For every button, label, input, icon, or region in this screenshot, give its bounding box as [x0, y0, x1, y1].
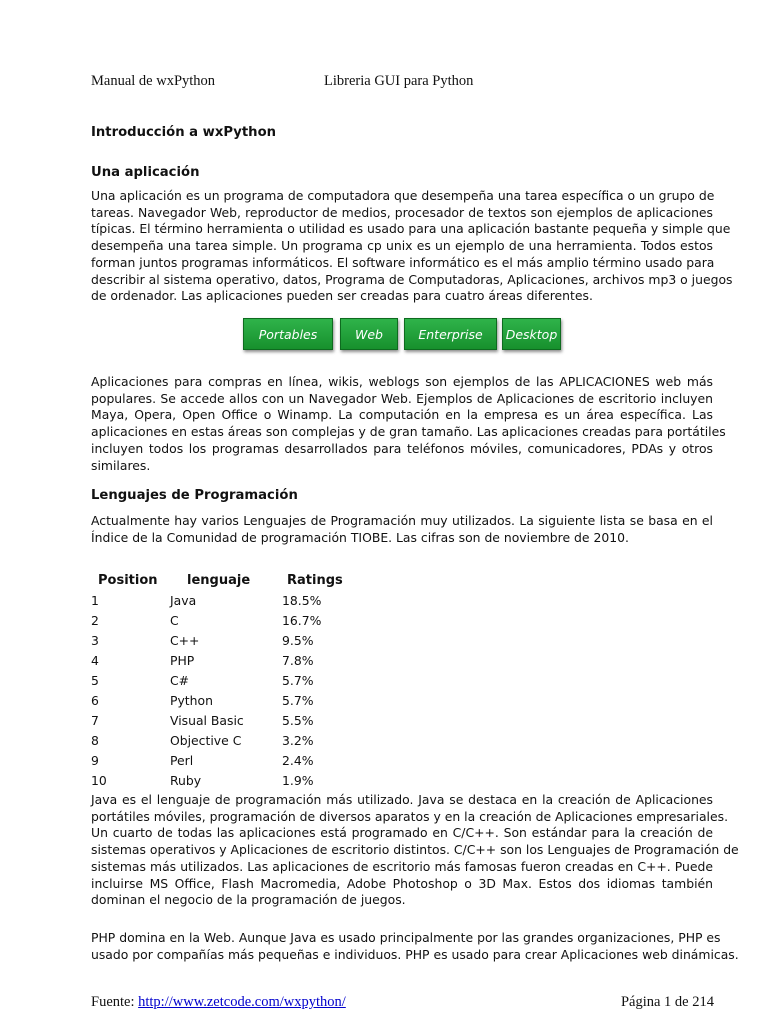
cell-rating: 5.7% [282, 672, 314, 688]
section-heading-languages: Lenguajes de Programación [91, 488, 298, 503]
area-button-web: Web [340, 318, 398, 350]
table-row [91, 750, 367, 770]
cell-position: 8 [91, 732, 99, 748]
text-line: dominan el negocio de la programación de juegos. [91, 892, 406, 908]
table-row [91, 690, 367, 710]
table-row [91, 590, 367, 610]
paragraph-php [91, 930, 739, 963]
cell-language: C [170, 612, 179, 628]
cell-rating: 2.4% [282, 752, 314, 768]
cell-position: 7 [91, 712, 99, 728]
cell-position: 5 [91, 672, 99, 688]
text-line: Java es el lenguaje de programación más utilizado. Java se destaca en la creación de Aplicaciones [91, 792, 713, 807]
text-line: tareas. Navegador Web, reproductor de medios, procesador de textos son ejemplos de aplicaciones [91, 204, 713, 220]
text-line: portátiles móviles, programación de diversos aparatos y en la creación de Aplicaciones empresariales. [91, 808, 729, 824]
column-header-position: Position [98, 572, 158, 588]
text-line: sistemas operativos y Aplicaciones de escritorio distintos. C/C++ son los Lenguajes de Programación de [91, 842, 739, 858]
section-heading-application: Una aplicación [91, 165, 200, 180]
column-header-ratings: Ratings [287, 572, 343, 588]
cell-rating: 1.9% [282, 772, 314, 788]
footer-source-label: Fuente: [91, 994, 135, 1010]
text-line: típicas. El término herramienta o utilidad es usado para una aplicación bastante pequeña y simple que [91, 221, 731, 237]
table-row [91, 630, 367, 650]
text-line: Aplicaciones para compras en línea, wikis, weblogs son ejemplos de las APLICACIONES web más [91, 374, 713, 389]
paragraph-java-cpp [91, 792, 739, 909]
cell-rating: 5.7% [282, 692, 314, 708]
header-manual-title: Manual de wxPython [91, 73, 216, 89]
text-line: usado por compañías más pequeñas e individuos. PHP es usado para crear Aplicaciones web dinámicas. [91, 946, 739, 962]
area-button-enterprise: Enterprise [404, 318, 497, 350]
table-row [91, 670, 367, 690]
area-button-portables: Portables [243, 318, 333, 350]
text-line: populares. Se accede allos con un Navegador Web. Ejemplos de Aplicaciones de escritorio incluyen [91, 390, 713, 406]
text-line: Un cuarto de todas las aplicaciones está programado en C/C++. Son estándar para la creación de [91, 825, 713, 841]
text-line: similares. [91, 457, 151, 473]
paragraph-application [91, 188, 733, 305]
cell-language: Ruby [170, 772, 202, 788]
cell-position: 1 [91, 592, 99, 608]
text-line: forman juntos programas informáticos. El software informático es el más amplio término usado para [91, 254, 715, 270]
footer-source [91, 994, 346, 1011]
text-line: incluirse MS Office, Flash Macromedia, Adobe Photoshop o 3D Max. Estos dos idiomas también [91, 875, 713, 891]
cell-language: PHP [170, 652, 195, 668]
cell-language: C# [170, 672, 190, 688]
header-library-title: Libreria GUI para Python [324, 73, 474, 89]
cell-rating: 9.5% [282, 632, 314, 648]
cell-language: Java [170, 592, 197, 608]
table-row [91, 770, 367, 790]
text-line: Una aplicación es un programa de computadora que desempeña una tarea específica o un grupo de [91, 188, 715, 203]
cell-rating: 18.5% [282, 592, 322, 608]
text-line: Maya, Opera, Open Office o Winamp. La computación en la empresa es un área específica. Las [91, 407, 713, 423]
text-line: sistemas más utilizados. Las aplicaciones de escritorio más famosas fueron creadas en C++. Puede [91, 858, 713, 874]
cell-language: Perl [170, 752, 194, 768]
text-line: desempeña una tarea simple. Un programa cp unix es un ejemplo de una herramienta. Todos estos [91, 238, 713, 254]
page-title: Introducción a wxPython [91, 125, 277, 140]
cell-rating: 5.5% [282, 712, 314, 728]
text-line: PHP domina en la Web. Aunque Java es usado principalmente por las grandes organizaciones, PHP es [91, 930, 721, 945]
text-line: incluyen todos los programas desarrollados para teléfonos móviles, comunicadores, PDAs y otros [91, 440, 713, 456]
footer-source-link[interactable]: http://www.zetcode.com/wxpython/ [138, 994, 346, 1010]
paragraph-languages [91, 513, 713, 546]
cell-language: Python [170, 692, 213, 708]
paragraph-application-examples [91, 374, 726, 474]
footer-page-number: Página 1 de 214 [620, 994, 714, 1010]
area-button-desktop: Desktop [502, 318, 561, 350]
cell-position: 3 [91, 632, 99, 648]
cell-rating: 3.2% [282, 732, 314, 748]
cell-language: Visual Basic [170, 712, 244, 728]
cell-language: Objective C [170, 732, 242, 748]
table-row [91, 650, 367, 670]
language-ranking-table [91, 570, 367, 790]
text-line: Actualmente hay varios Lenguajes de Programación muy utilizados. La siguiente lista se basa en el [91, 513, 713, 528]
text-line: de ordenador. Las aplicaciones pueden ser creadas para cuatro áreas diferentes. [91, 288, 593, 304]
cell-language: C++ [170, 632, 200, 648]
cell-rating: 7.8% [282, 652, 314, 668]
cell-position: 9 [91, 752, 99, 768]
table-row [91, 730, 367, 750]
column-header-language: lenguaje [187, 572, 251, 588]
cell-position: 6 [91, 692, 99, 708]
text-line: describir al sistema operativo, datos, Programa de Computadoras, Aplicaciones, archivos mp3 o juegos [91, 271, 733, 287]
table-row [91, 610, 367, 630]
cell-position: 10 [91, 772, 107, 788]
text-line: Índice de la Comunidad de programación TIOBE. Las cifras son de noviembre de 2010. [91, 529, 629, 545]
table-header-row [91, 570, 367, 590]
cell-position: 4 [91, 652, 99, 668]
cell-rating: 16.7% [282, 612, 322, 628]
table-row [91, 710, 367, 730]
text-line: aplicaciones en estas áreas son complejas y de gran tamaño. Las aplicaciones creadas para portátiles [91, 424, 726, 440]
cell-position: 2 [91, 612, 99, 628]
